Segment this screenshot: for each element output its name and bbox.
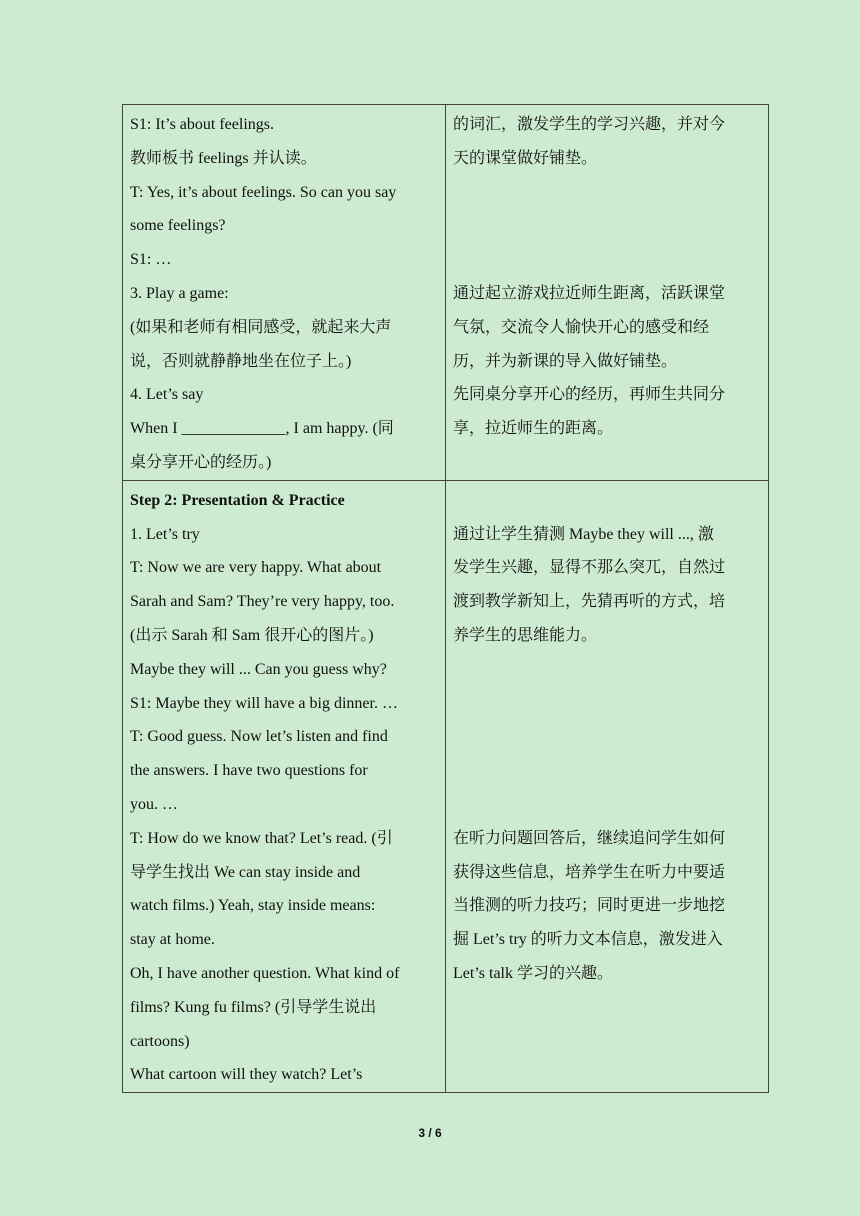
text-line: the answers. I have two questions for — [130, 762, 368, 780]
text-line: 获得这些信息，培养学生在听力中要适 — [453, 863, 726, 881]
text-line: 4. Let’s say — [130, 386, 204, 404]
text-line: some feelings? — [130, 217, 226, 235]
text-line: 掘 Let’s try 的听力文本信息，激发进入 — [453, 931, 723, 949]
text-line: you. … — [130, 795, 178, 813]
text-line: 1. Let’s try — [130, 525, 200, 543]
text-line: S1: Maybe they will have a big dinner. … — [130, 694, 398, 712]
step-heading: Step 2: Presentation & Practice — [130, 491, 345, 509]
text-line: 渡到教学新知上，先猜再听的方式，培 — [453, 593, 726, 611]
text-line: What cartoon will they watch? Let’s — [130, 1066, 363, 1084]
spacer — [453, 788, 761, 822]
text-line: cartoons) — [130, 1032, 190, 1050]
spacer — [453, 484, 761, 518]
text-line: 养学生的思维能力。 — [453, 626, 598, 644]
text-line: Oh, I have another question. What kind of — [130, 964, 400, 982]
activity-cell — [123, 105, 446, 481]
text-line: Let’s talk 学习的兴趣。 — [453, 964, 613, 982]
text-line: 的词汇，激发学生的学习兴趣，并对今 — [453, 116, 726, 133]
text-line: When I _____________, I am happy. (同 — [130, 420, 394, 438]
spacer — [453, 243, 761, 277]
text-line: 3. Play a game: — [130, 284, 229, 302]
text-line: T: Yes, it’s about feelings. So can you say — [130, 183, 397, 201]
text-line: (出示 Sarah 和 Sam 很开心的图片。) — [130, 626, 374, 644]
text-line: 当推测的听力技巧；同时更进一步地挖 — [453, 897, 726, 915]
text-line: 享，拉近师生的距离。 — [453, 420, 614, 438]
text-line: 先同桌分享开心的经历，再师生共同分 — [453, 386, 726, 404]
spacer — [453, 176, 761, 210]
text-line: 气氛，交流令人愉快开心的感受和经 — [453, 318, 710, 336]
spacer — [453, 754, 761, 788]
spacer — [453, 687, 761, 721]
table-row — [123, 480, 769, 1092]
purpose-cell — [446, 480, 769, 1092]
text-line: 在听力问题回答后，继续追问学生如何 — [453, 829, 726, 847]
text-line: 桌分享开心的经历。) — [130, 453, 272, 471]
lesson-plan-table — [122, 104, 769, 1093]
text-line: Maybe they will ... Can you guess why? — [130, 660, 387, 678]
text-line: 天的课堂做好铺垫。 — [453, 149, 598, 167]
text-line: watch films.) Yeah, stay inside means: — [130, 897, 376, 915]
spacer — [453, 653, 761, 687]
text-line: T: How do we know that? Let’s read. (引 — [130, 829, 393, 847]
text-line: 教师板书 feelings 并认读。 — [130, 149, 317, 167]
text-line: (如果和老师有相同感受，就起来大声 — [130, 318, 392, 336]
page-number: 3 / 6 — [418, 1126, 442, 1140]
purpose-cell — [446, 105, 769, 481]
text-line: 发学生兴趣，显得不那么突兀，自然过 — [453, 559, 726, 577]
text-line: films? Kung fu films? (引导学生说出 — [130, 998, 377, 1016]
spacer — [453, 209, 761, 243]
text-line: S1: It’s about feelings. — [130, 116, 274, 133]
table-row — [123, 105, 769, 481]
text-line: Sarah and Sam? They’re very happy, too. — [130, 593, 395, 611]
text-line: S1: … — [130, 251, 172, 269]
text-line: T: Now we are very happy. What about — [130, 559, 382, 577]
text-line: stay at home. — [130, 931, 215, 949]
spacer — [453, 720, 761, 754]
text-line: 历，并为新课的导入做好铺垫。 — [453, 352, 678, 370]
activity-cell — [123, 480, 446, 1092]
text-line: 通过让学生猜测 Maybe they will ..., 激 — [453, 525, 714, 543]
text-line: 说，否则就静静地坐在位子上。) — [130, 352, 352, 370]
text-line: 通过起立游戏拉近师生距离，活跃课堂 — [453, 284, 726, 302]
text-line: T: Good guess. Now let’s listen and find — [130, 728, 388, 746]
text-line: 导学生找出 We can stay inside and — [130, 863, 361, 881]
